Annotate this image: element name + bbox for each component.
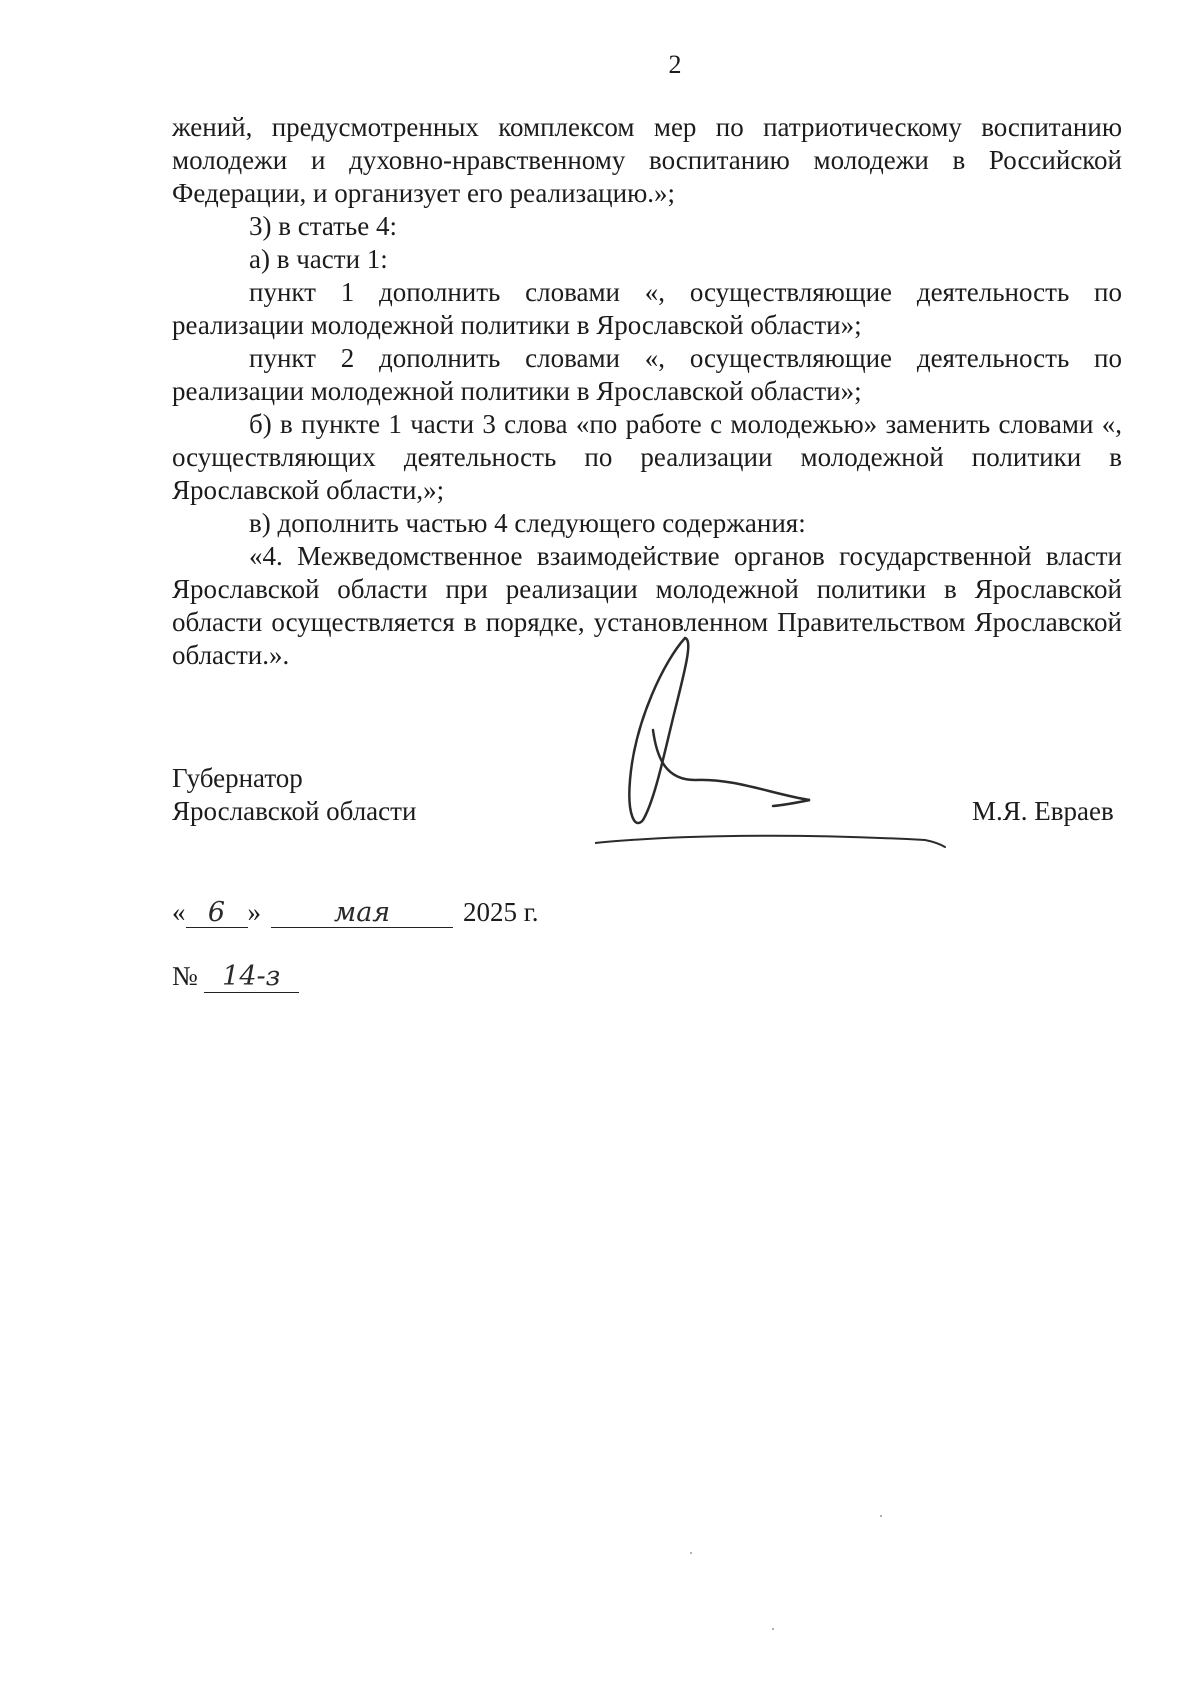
signing-date (172, 896, 539, 929)
body-paragraph: б) в пункте 1 части 3 слова «по работе с молодежью» заменить словами «, осуществляющих деятельность по реализации молодежной политики в Ярославской области,»; (172, 409, 1122, 505)
date-close-quote: » (247, 897, 261, 927)
body-paragraph: жений, предусмотренных комплексом мер по патриотическому воспитанию молодежи и духовно-нравственному воспитанию молодежи в Российской Федерации, и организует его реализацию.»; (172, 112, 1122, 208)
body-paragraph: 3) в статье 4: (249, 211, 397, 241)
date-day: 6 (186, 899, 248, 928)
page-number: 2 (668, 50, 682, 79)
body-paragraph: «4. Межведомственное взаимодействие органов государственной власти Ярославской области при реализации молодежной политики в Ярославской области осуществляется в порядке, установленном Правительством Ярославской области.». (172, 541, 1122, 670)
scan-speck (772, 1628, 774, 1630)
scan-speck (690, 1552, 692, 1554)
body-paragraph: пункт 2 дополнить словами «, осуществляющие деятельность по реализации молодежной политики в Ярославской области»; (172, 343, 1122, 406)
signatory-title-line: Губернатор (172, 763, 303, 793)
number-symbol: № (172, 961, 198, 991)
document-number (172, 960, 299, 993)
signatory-name: М.Я. Евраев (972, 796, 1114, 826)
body-paragraph: а) в части 1: (249, 244, 388, 274)
number-value: 14-з (204, 962, 299, 993)
date-month: мая (271, 899, 453, 928)
signatory-title-line: Ярославской области (172, 796, 417, 826)
document-body (172, 111, 1122, 672)
signatory-title (172, 762, 472, 828)
body-paragraph: в) дополнить частью 4 следующего содержания: (249, 508, 806, 538)
handwritten-signature (595, 630, 975, 860)
date-year: 2025 г. (463, 897, 539, 927)
scan-speck (880, 1515, 882, 1517)
body-paragraph: пункт 1 дополнить словами «, осуществляющие деятельность по реализации молодежной политики в Ярославской области»; (172, 277, 1122, 340)
date-open-quote: « (172, 897, 186, 927)
